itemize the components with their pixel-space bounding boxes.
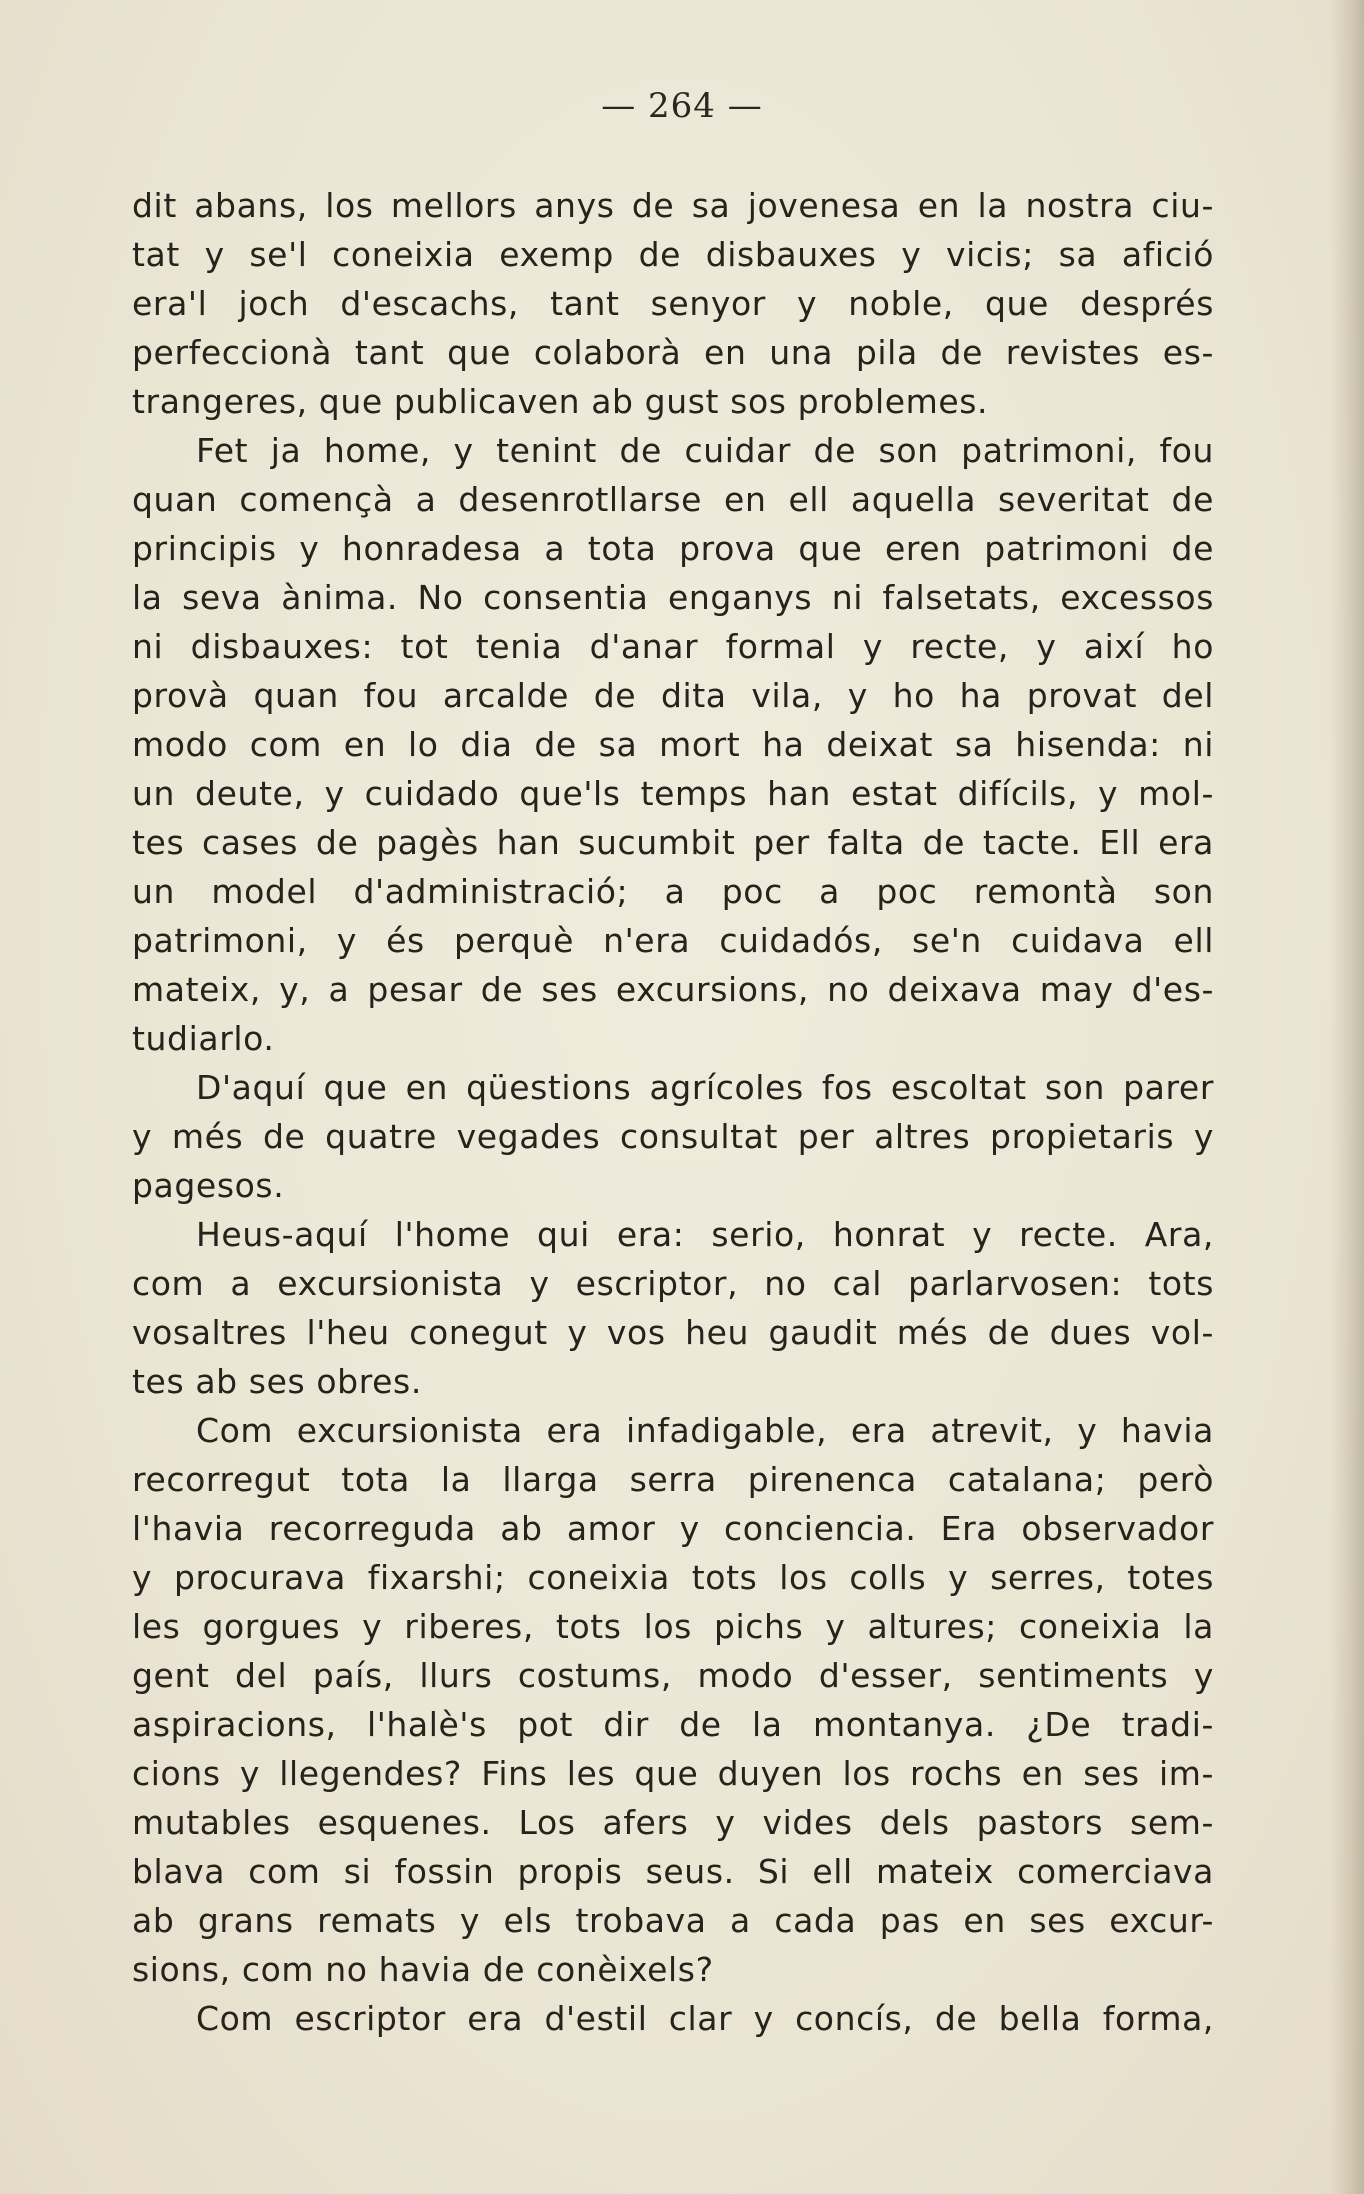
text-line: Fet ja home, y tenint de cuidar de son patrimoni, fou — [196, 431, 1214, 470]
text-line: quan començà a desenrotllarse en ell aquella severitat de — [132, 480, 1214, 519]
text-line: vosaltres l'heu conegut y vos heu gaudit més de dues vol- — [132, 1313, 1214, 1352]
text-line: un model d'administració; a poc a poc remontà son — [132, 872, 1214, 911]
page-number: — 264 — — [601, 86, 763, 126]
text-line: dit abans, los mellors anys de sa jovenesa en la nostra ciu- — [132, 186, 1214, 225]
text-line: ab grans remats y els trobava a cada pas en ses excur- — [132, 1901, 1214, 1940]
text-line: trangeres, que publicaven ab gust sos problemes. — [132, 382, 989, 421]
text-line: tes ab ses obres. — [132, 1362, 422, 1401]
text-line: mateix, y, a pesar de ses excursions, no deixava may d'es- — [132, 970, 1214, 1009]
text-line: com a excursionista y escriptor, no cal parlarvosen: tots — [132, 1264, 1214, 1303]
text-line: gent del país, llurs costums, modo d'esser, sentiments y — [132, 1656, 1214, 1695]
text-line: la seva ànima. No consentia enganys ni falsetats, excessos — [132, 578, 1214, 617]
text-line: Heus-aquí l'home qui era: serio, honrat y recte. Ara, — [196, 1215, 1214, 1254]
text-line: perfeccionà tant que colaborà en una pila de revistes es- — [132, 333, 1214, 372]
text-line: tat y se'l coneixia exemp de disbauxes y vicis; sa afició — [132, 235, 1214, 274]
text-line: y més de quatre vegades consultat per altres propietaris y — [132, 1117, 1214, 1156]
text-line: pagesos. — [132, 1166, 285, 1205]
body-text — [132, 181, 1214, 2043]
text-line: D'aquí que en qüestions agrícoles fos escoltat son parer — [196, 1068, 1214, 1107]
text-line: modo com en lo dia de sa mort ha deixat sa hisenda: ni — [132, 725, 1214, 764]
text-line: recorregut tota la llarga serra pirenenca catalana; però — [132, 1460, 1214, 1499]
text-line: y procurava fixarshi; coneixia tots los colls y serres, totes — [132, 1558, 1214, 1597]
text-line: provà quan fou arcalde de dita vila, y ho ha provat del — [132, 676, 1214, 715]
text-line: Com excursionista era infadigable, era atrevit, y havia — [196, 1411, 1214, 1450]
text-line: aspiracions, l'halè's pot dir de la montanya. ¿De tradi- — [132, 1705, 1214, 1744]
text-line: blava com si fossin propis seus. Si ell mateix comerciava — [132, 1852, 1214, 1891]
text-line: tes cases de pagès han sucumbit per falta de tacte. Ell era — [132, 823, 1214, 862]
text-line: tudiarlo. — [132, 1019, 275, 1058]
page-edge-shadow — [1330, 0, 1364, 2194]
text-line: les gorgues y riberes, tots los pichs y altures; coneixia la — [132, 1607, 1214, 1646]
text-line: sions, com no havia de conèixels? — [132, 1950, 714, 1989]
text-line: patrimoni, y és perquè n'era cuidadós, se'n cuidava ell — [132, 921, 1214, 960]
text-line: ni disbauxes: tot tenia d'anar formal y recte, y així ho — [132, 627, 1214, 666]
text-line: cions y llegendes? Fins les que duyen los rochs en ses im- — [132, 1754, 1214, 1793]
text-line: Com escriptor era d'estil clar y concís, de bella forma, — [196, 1999, 1214, 2038]
text-line: era'l joch d'escachs, tant senyor y noble, que després — [132, 284, 1214, 323]
text-line: mutables esquenes. Los afers y vides dels pastors sem- — [132, 1803, 1214, 1842]
text-line: un deute, y cuidado que'ls temps han estat difícils, y mol- — [132, 774, 1214, 813]
text-line: principis y honradesa a tota prova que eren patrimoni de — [132, 529, 1214, 568]
text-line: l'havia recorreguda ab amor y conciencia. Era observador — [132, 1509, 1214, 1548]
